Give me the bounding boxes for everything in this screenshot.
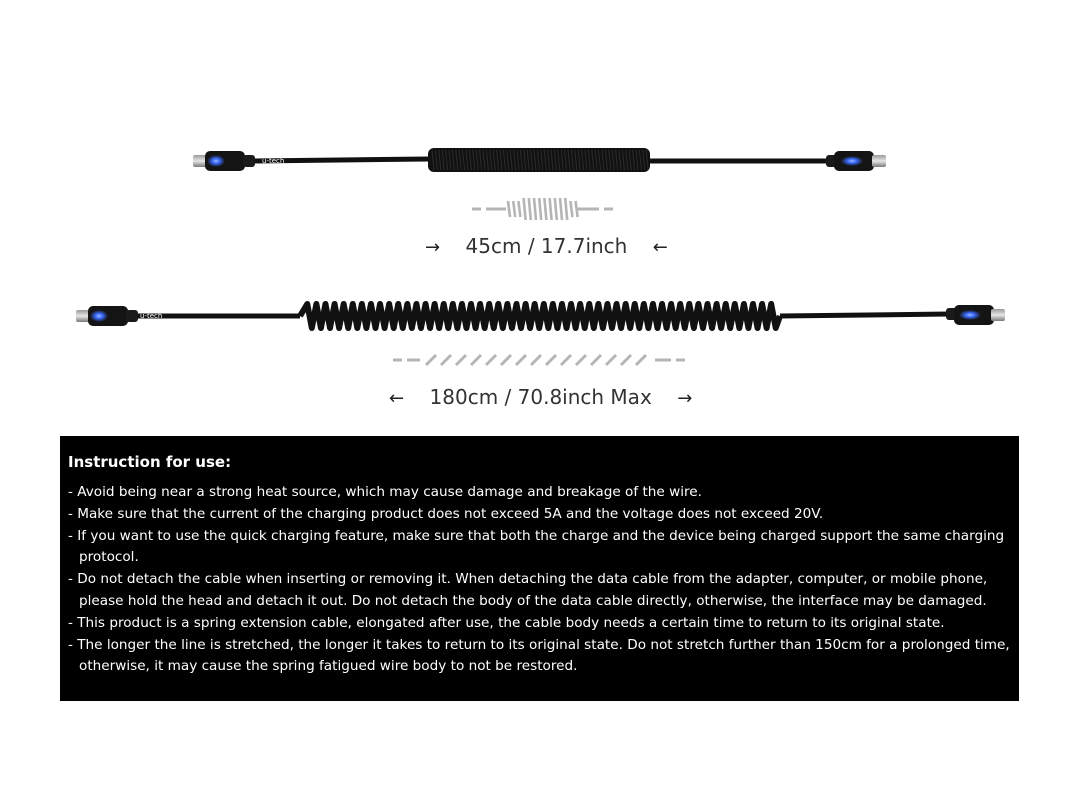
instruction-item: - Avoid being near a strong heat source, which may cause damage and breakage of the wire. bbox=[68, 484, 702, 500]
instruction-item: - The longer the line is stretched, the longer it takes to return to its original state. Do not stretch further than 150cm for a prolonged time, otherwise, it may cause the spring fatigued wire body to not be restored. bbox=[68, 636, 1010, 675]
long-length-label bbox=[389, 385, 692, 409]
short-cable-left-connector bbox=[193, 151, 255, 171]
left-arrow-icon: ← bbox=[652, 237, 668, 258]
long-cable-coil bbox=[300, 304, 780, 328]
right-arrow-icon: → bbox=[425, 237, 441, 258]
instruction-item: - If you want to use the quick charging feature, make sure that both the charge and the device being charged support the same charging protocol. bbox=[68, 527, 1005, 566]
left-arrow-icon: ← bbox=[389, 388, 405, 409]
long-cable-brand-text: u-tech bbox=[140, 312, 163, 320]
long-cable-left-connector bbox=[76, 306, 138, 326]
short-cable-brand-text: u-tech bbox=[262, 157, 285, 165]
short-cable bbox=[193, 148, 886, 172]
instructions-panel bbox=[60, 436, 1019, 701]
short-cable-right-connector bbox=[826, 151, 886, 171]
instructions-title: Instruction for use: bbox=[68, 453, 232, 471]
right-arrow-icon: → bbox=[677, 388, 693, 409]
short-length-label bbox=[425, 234, 668, 258]
instructions-list bbox=[68, 482, 1011, 678]
long-length-text: 180cm / 70.8inch Max bbox=[429, 385, 652, 409]
instruction-item: - This product is a spring extension cable, elongated after use, the cable body needs a certain time to return to its original state. bbox=[68, 614, 945, 631]
short-length-text: 45cm / 17.7inch bbox=[465, 234, 628, 258]
long-cable-gray-coil bbox=[393, 355, 685, 365]
long-cable-right-connector bbox=[946, 305, 1005, 325]
long-cable bbox=[76, 304, 1005, 328]
instruction-item: - Do not detach the cable when inserting or removing it. When detaching the data cable from the adapter, computer, or mobile phone, please hold the head and detach it out. Do not detach the body of the data cable directly, otherwise, the interface may be damaged. bbox=[68, 571, 988, 609]
short-cable-coil bbox=[428, 148, 650, 172]
short-cable-gray-coil bbox=[472, 198, 613, 220]
instruction-item: - Make sure that the current of the charging product does not exceed 5A and the voltage does not exceed 20V. bbox=[68, 505, 824, 522]
